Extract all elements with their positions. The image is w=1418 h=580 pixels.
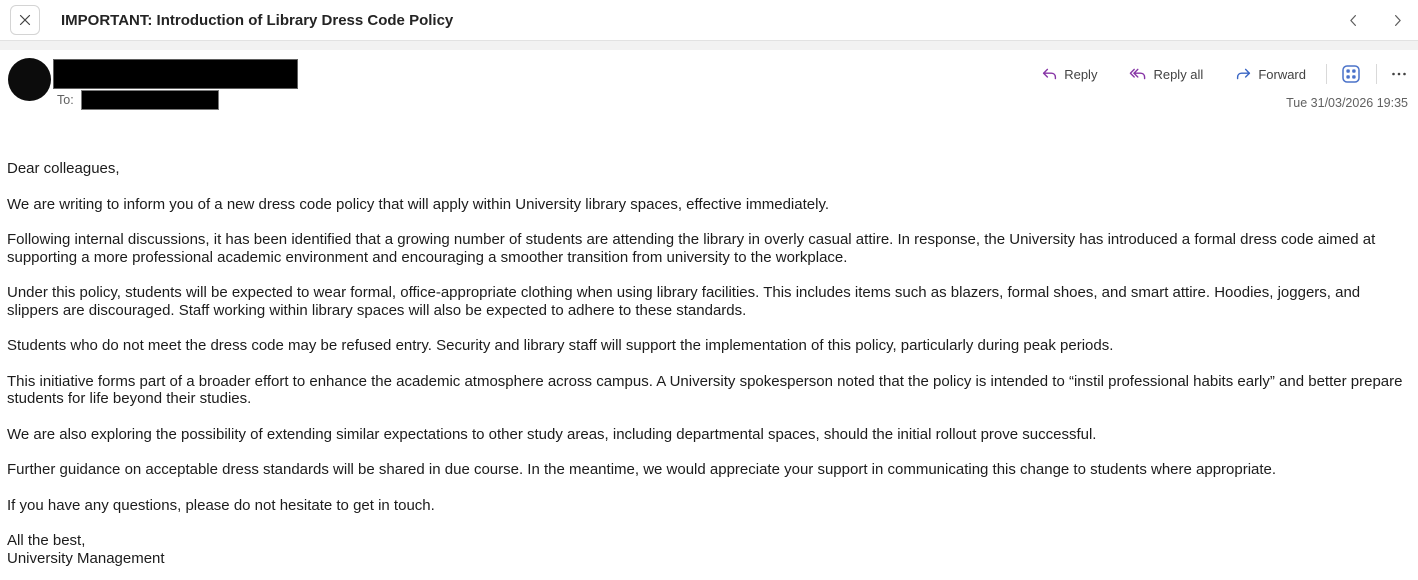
signature-closing: All the best,	[7, 532, 86, 549]
sender-avatar[interactable]	[8, 58, 51, 101]
body-paragraph: Under this policy, students will be expected to wear formal, office-appropriate clothing when using library facilities. This includes items such as blazers, formal shoes, and smart attire. Hoodies, joggers, and slippers are discouraged. Staff working within library spaces will also be expected to adhere to these standards.	[7, 284, 1361, 319]
close-button[interactable]	[10, 5, 40, 35]
signature	[7, 532, 1410, 567]
message-titlebar	[0, 0, 1418, 40]
forward-label: Forward	[1258, 66, 1306, 82]
actions-separator	[1326, 64, 1327, 84]
message-timestamp: Tue 31/03/2026 19:35	[1286, 96, 1408, 110]
message-header	[0, 50, 1418, 130]
recipient-row	[57, 90, 219, 110]
message-nav	[1342, 0, 1408, 40]
to-label: To:	[57, 93, 74, 107]
signature-sender: University Management	[7, 549, 165, 567]
reply-button[interactable]	[1035, 65, 1103, 83]
body-paragraph: We are also exploring the possibility of extending similar expectations to other study areas, including departmental spaces, should the initial rollout prove successful.	[7, 425, 1097, 443]
header-divider	[0, 40, 1418, 50]
actions-separator-2	[1376, 64, 1377, 84]
body-paragraph: We are writing to inform you of a new dress code policy that will apply within University library spaces, effective immediately.	[7, 195, 830, 213]
apps-grid-icon	[1340, 63, 1362, 85]
forward-icon	[1235, 66, 1252, 82]
next-message-button[interactable]	[1386, 7, 1408, 33]
message-body	[0, 130, 1418, 567]
body-paragraph: This initiative forms part of a broader effort to enhance the academic atmosphere across campus. A University spokesperson noted that the policy is intended to “instil professional habits early” and better prepare students for life beyond their studies.	[7, 372, 1403, 407]
reply-all-button[interactable]	[1123, 65, 1209, 83]
sender-name-redaction	[53, 59, 298, 89]
message-actions	[1035, 63, 1408, 85]
chevron-right-icon	[1390, 13, 1405, 28]
more-options-button[interactable]	[1390, 66, 1408, 82]
reply-all-label: Reply all	[1153, 66, 1204, 82]
reply-all-icon	[1129, 66, 1147, 82]
close-icon	[18, 13, 32, 27]
body-paragraph: If you have any questions, please do not hesitate to get in touch.	[7, 496, 435, 514]
subject-title: IMPORTANT: Introduction of Library Dress Code Policy	[61, 11, 454, 29]
reply-icon	[1041, 66, 1058, 82]
previous-message-button[interactable]	[1342, 7, 1364, 33]
more-options-icon	[1390, 66, 1408, 82]
body-paragraph: Following internal discussions, it has been identified that a growing number of students are attending the library in overly casual attire. In response, the University has introduced a formal dress code aimed at supporting a more professional academic environment and encouraging a smoother transition from university to the workplace.	[7, 231, 1376, 266]
body-paragraph: Dear colleagues,	[7, 160, 120, 177]
forward-button[interactable]	[1229, 65, 1312, 83]
reply-label: Reply	[1064, 66, 1098, 82]
body-paragraph: Further guidance on acceptable dress standards will be shared in due course. In the meantime, we would appreciate your support in communicating this change to students where appropriate.	[7, 461, 1277, 478]
apps-button[interactable]	[1340, 63, 1362, 85]
recipient-name-redaction	[81, 90, 219, 110]
body-paragraph: Students who do not meet the dress code may be refused entry. Security and library staff will support the implementation of this policy, particularly during peak periods.	[7, 337, 1114, 354]
chevron-left-icon	[1346, 13, 1361, 28]
